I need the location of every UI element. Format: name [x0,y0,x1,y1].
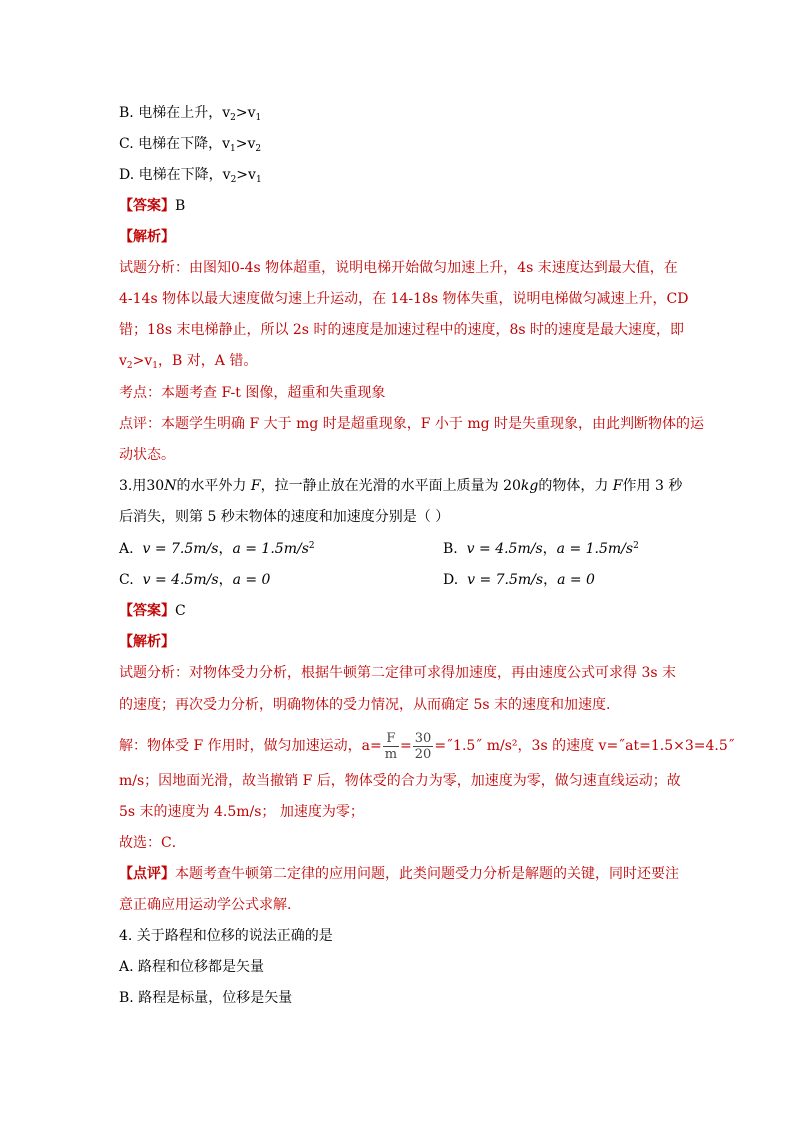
q3-answer: 【答案】C [119,603,186,619]
q3-analysis-tag: 【解析】 [119,634,175,650]
q3-option-c: C. v = 4.5m/s，a = 0 [119,572,271,588]
q3-choose: 故选：C． [119,835,186,851]
q3-solution-line-2: m/s；因地面光滑，故当撤销 F 后，物体受的合力为零，加速度为零，做匀速直线运动；故 [119,773,681,789]
q2-review-line-2: 动状态。 [119,447,175,463]
q3-stem-line-1: 3.用30N的水平外力 F，拉一静止放在光滑的水平面上质量为 20kg的物体，力 F作用 3 秒 [119,478,683,494]
q2-option-d: D. 电梯在下降，$v_2>v_1$ [119,167,262,185]
q2-analysis-line-2: 4-14s 物体以最大速度做匀速上升运动，在 14-18s 物体失重，说明电梯做匀减速上升，CD [119,291,689,307]
q3-option-a: A. v = 7.5m/s，$a = 1.5m/s^2$ [119,541,315,557]
q2-review-line-1: 点评：本题学生明确 F 大于 mg 时是超重现象，F 小于 mg 时是失重现象，由此判断物体的运 [119,416,705,432]
q3-option-b: B. v = 4.5m/s，$a = 1.5m/s^2$ [443,541,639,557]
q3-solution-line-1: 解：物体受 F 作用时，做匀加速运动，a= $\frac{F}{m}$ = $\frac{30}{20}$ =˝1.5˝ m/s²，3s 的速度 v=˝at=1.5×3=4.5˝ [119,730,735,762]
q3-option-d: D. v = 7.5m/s，a = 0 [443,572,595,588]
q2-option-b: B. 电梯在上升，$v_2>v_1$ [119,105,262,123]
q3-analysis-line-2: 的速度；再次受力分析，明确物体的受力情况，从而确定 5s 末的速度和加速度. [119,697,611,713]
q2-kaodian: 考点：本题考查 F-t 图像，超重和失重现象 [119,385,386,401]
q3-review-line-1: 【点评】本题考查牛顿第二定律的应用问题，此类问题受力分析是解题的关键，同时还要注 [119,866,679,882]
fraction-30-over-20: $\frac{30}{20}$ [414,730,432,762]
q2-analysis-line-1: 试题分析：由图知0-4s 物体超重，说明电梯开始做匀加速上升，4s 末速度达到最大值，在 [119,260,678,276]
q2-analysis-tag: 【解析】 [119,229,175,245]
q3-analysis-line-1: 试题分析：对物体受力分析，根据牛顿第二定律可求得加速度，再由速度公式可求得 3s 末 [119,665,676,681]
fraction-f-over-m: $\frac{F}{m}$ [384,730,398,762]
q4-stem: 4. 关于路程和位移的说法正确的是 [119,928,333,944]
q2-option-c: C. 电梯在下降，$v_1>v_2$ [119,136,262,154]
q2-answer: 【答案】B [119,198,186,214]
q4-option-a: A. 路程和位移都是矢量 [119,959,265,975]
q3-review-line-2: 意正确应用运动学公式求解. [119,897,292,913]
q2-analysis-line-3: 错；18s 末电梯静止，所以 2s 时的速度是加速过程中的速度，8s 时的速度是最大速度，即 [119,322,684,338]
q4-option-b: B. 路程是标量，位移是矢量 [119,990,293,1006]
q3-solution-line-3: 5s 末的速度为 4.5m/s； 加速度为零； [119,804,364,820]
q2-analysis-line-4: $v_2>v_1$，B 对，A 错。 [119,353,258,371]
q3-stem-line-2: 后消失，则第 5 秒末物体的速度和加速度分别是（ ） [119,509,450,525]
